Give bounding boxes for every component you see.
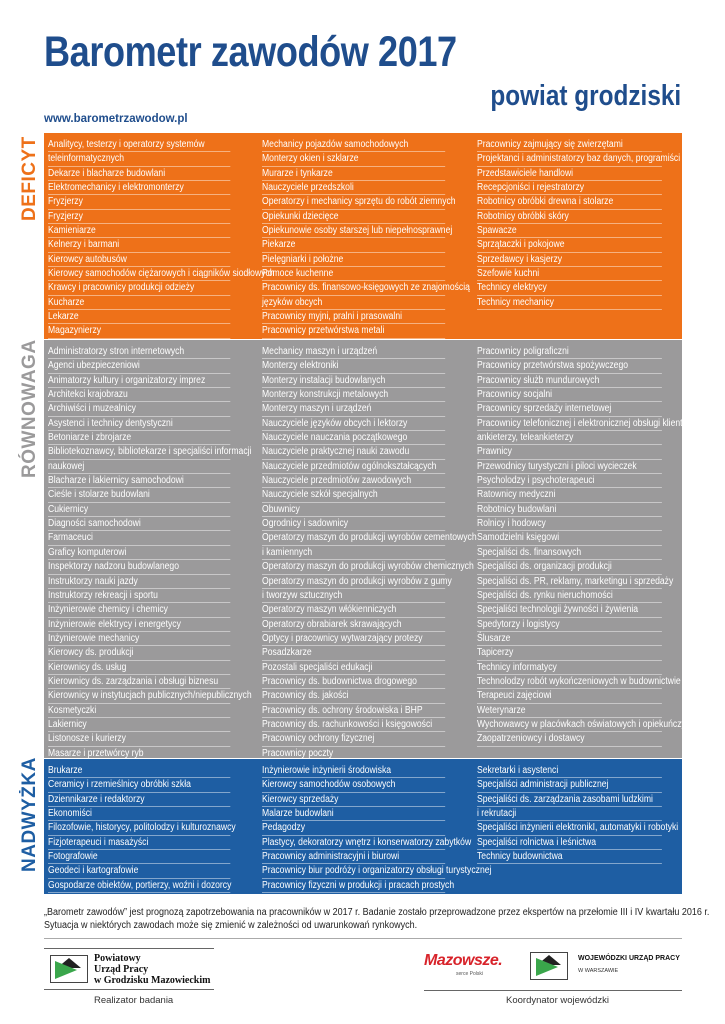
nadwyzka-column-1 (48, 764, 260, 894)
occupation-item: Architekci krajobrazu (48, 388, 230, 402)
pup-logo (44, 948, 214, 990)
occupation-item: Pracownicy biur podróży i organizatorzy obsługi turystycznej (262, 864, 445, 878)
occupation-item: Lekarze (48, 310, 230, 324)
occupation-item: Cukiernicy (48, 503, 230, 517)
occupation-item: Weterynarze (477, 704, 662, 718)
occupation-item: Zaopatrzeniowcy i dostawcy (477, 732, 662, 746)
occupation-item: Monterzy maszyn i urządzeń (262, 402, 445, 416)
occupation-item: Fryzjerzy (48, 210, 230, 224)
occupation-item: Pracownicy socjalni (477, 388, 662, 402)
occupation-item: Psycholodzy i psychoterapeuci (477, 474, 662, 488)
occupation-item: Robotnicy obróbki skóry (477, 210, 662, 224)
occupation-item: Robotnicy budowlani (477, 503, 662, 517)
occupation-item: Nauczyciele nauczania początkowego (262, 431, 445, 445)
footnote (44, 906, 710, 932)
wup-name: WOJEWÓDZKI URZĄD PRACY (578, 955, 680, 962)
occupation-item: Pracownicy poligraficzni (477, 345, 662, 359)
occupation-item: Animatorzy kultury i organizatorzy imprez (48, 374, 230, 388)
occupation-item: Pedagodzy (262, 821, 445, 835)
occupation-item: Pracownicy przetwórstwa metali (262, 324, 445, 338)
occupation-item: Kierowcy samochodów ciężarowych i ciągników siodłowych (48, 267, 230, 281)
occupation-item: Prawnicy (477, 445, 662, 459)
occupation-item: Nauczyciele języków obcych i lektorzy (262, 417, 445, 431)
occupation-item: Opiekunki dziecięce (262, 210, 445, 224)
occupation-item: Magazynierzy (48, 324, 230, 338)
occupation-item: Administratorzy stron internetowych (48, 345, 230, 359)
occupation-item: Ratownicy medyczni (477, 488, 662, 502)
occupation-item: Specjaliści ds. finansowych (477, 546, 662, 560)
occupation-item: Nauczyciele przedszkoli (262, 181, 445, 195)
occupation-item: Przewodnicy turystyczni i piloci wycieczek (477, 460, 662, 474)
deficyt-column-1 (48, 138, 275, 339)
page-subtitle: powiat grodziski (490, 80, 681, 112)
pup-name-line-3: w Grodzisku Mazowieckim (94, 974, 211, 986)
occupation-item: Inżynierowie elektrycy i energetycy (48, 618, 230, 632)
section-label-rownowaga: RÓWNOWAGA (19, 339, 40, 479)
occupation-item: Technicy mechanicy (477, 296, 662, 310)
occupation-item: Plastycy, dekoratorzy wnętrz i konserwatorzy zabytków (262, 836, 445, 850)
occupation-item: Nauczyciele przedmiotów zawodowych (262, 474, 445, 488)
deficyt-panel (44, 133, 682, 339)
occupation-item: Dekarze i blacharze budowlani (48, 167, 230, 181)
occupation-item: Asystenci i technicy dentystyczni (48, 417, 230, 431)
occupation-item: Kierowcy ds. produkcji (48, 646, 230, 660)
occupation-item: Monterzy okien i szklarze (262, 152, 445, 166)
occupation-item: Specjaliści technologii żywności i żywienia (477, 603, 662, 617)
occupation-item: Recepcjoniści i rejestratorzy (477, 181, 662, 195)
wup-subname: W WARSZAWIE (578, 968, 619, 974)
occupation-item: Specjaliści ds. rynku nieruchomości (477, 589, 662, 603)
occupation-item: Rolnicy i hodowcy (477, 517, 662, 531)
occupation-item: Technicy informatycy (477, 661, 662, 675)
occupation-item: Pracownicy sprzedaży internetowej (477, 402, 662, 416)
occupation-item: Specjaliści administracji publicznej (477, 778, 662, 792)
occupation-item: Inżynierowie mechanicy (48, 632, 230, 646)
occupation-item: Pomoce kuchenne (262, 267, 445, 281)
occupation-item: Filozofowie, historycy, politolodzy i kulturoznawcy (48, 821, 230, 835)
occupation-item: Kierowcy autobusów (48, 253, 230, 267)
occupation-item: Kamieniarze (48, 224, 230, 238)
website-link[interactable]: www.barometrzawodow.pl (44, 113, 188, 125)
occupation-item: Pracownicy fizyczni w produkcji i pracach prostych (262, 879, 445, 893)
occupation-item: Fryzjerzy (48, 195, 230, 209)
section-nadwyzka (14, 759, 682, 894)
occupation-item: Geodeci i kartografowie (48, 864, 230, 878)
occupation-item: Nauczyciele praktycznej nauki zawodu (262, 445, 445, 459)
occupation-item: Agenci ubezpieczeniowi (48, 359, 230, 373)
occupation-item: Fizjoterapeuci i masażyści (48, 836, 230, 850)
occupation-item: Listonosze i kurierzy (48, 732, 230, 746)
occupation-item: Opiekunowie osoby starszej lub niepełnosprawnej (262, 224, 445, 238)
occupation-item: Ekonomiści (48, 807, 230, 821)
occupation-item: Gospodarze obiektów, portierzy, woźni i dozorcy (48, 879, 230, 893)
occupation-item: Bibliotekoznawcy, bibliotekarze i specjaliści informacji (48, 445, 230, 459)
nadwyzka-column-3 (477, 764, 692, 894)
nadwyzka-panel (44, 759, 682, 894)
occupation-item: Kierowcy samochodów osobowych (262, 778, 445, 792)
occupation-item: Mechanicy pojazdów samochodowych (262, 138, 445, 152)
rownowaga-column-1 (48, 345, 260, 758)
occupation-item: Monterzy instalacji budowlanych (262, 374, 445, 388)
occupation-item: Pracownicy służb mundurowych (477, 374, 662, 388)
occupation-item: Instruktorzy nauki jazdy (48, 575, 230, 589)
occupation-item: Malarze budowlani (262, 807, 445, 821)
occupation-item: Pracownicy ds. rachunkowości i księgowości (262, 718, 445, 732)
occupation-item: Technolodzy robót wykończeniowych w budownictwie (477, 675, 662, 689)
occupation-item: i kamiennych (262, 546, 445, 560)
occupation-item: Graficy komputerowi (48, 546, 230, 560)
occupation-item: Terapeuci zajęciowi (477, 689, 662, 703)
occupation-item: Inżynierowie inżynierii środowiska (262, 764, 445, 778)
occupation-item: Specjaliści ds. organizacji produkcji (477, 560, 662, 574)
occupation-item: Kierowcy sprzedaży (262, 793, 445, 807)
wup-emblem-icon (530, 952, 568, 980)
coordinator-rule (424, 990, 682, 991)
occupation-item: Kierownicy ds. usług (48, 661, 230, 675)
occupation-item: Operatorzy maszyn włókienniczych (262, 603, 445, 617)
occupation-item: Kelnerzy i barmani (48, 238, 230, 252)
occupation-item: Pracownicy przetwórstwa spożywczego (477, 359, 662, 373)
occupation-item: Kierownicy ds. zarządzania i obsługi biznesu (48, 675, 230, 689)
occupation-item: Masarze i przetwórcy ryb (48, 747, 230, 761)
occupation-item: Sprzedawcy i kasjerzy (477, 253, 662, 267)
occupation-item: Pracownicy telefonicznej i elektronicznej obsługi klienta, (477, 417, 662, 431)
occupation-item: Mechanicy maszyn i urządzeń (262, 345, 445, 359)
occupation-item: Analitycy, testerzy i operatorzy systemów (48, 138, 230, 152)
occupation-item: Technicy budownictwa (477, 850, 662, 864)
occupation-item: Projektanci i administratorzy baz danych, programiści (477, 152, 662, 166)
occupation-item: naukowej (48, 460, 230, 474)
occupation-item: Spedytorzy i logistycy (477, 618, 662, 632)
occupation-item: Lakiernicy (48, 718, 230, 732)
section-label-nadwyzka: NADWYŻKA (19, 757, 40, 873)
mazowsze-tagline: serce Polski (456, 971, 483, 977)
occupation-item: Szefowie kuchni (477, 267, 662, 281)
occupation-item: Fotografowie (48, 850, 230, 864)
occupation-item: Operatorzy maszyn do produkcji wyrobów chemicznych (262, 560, 445, 574)
realizator-caption: Realizator badania (94, 995, 174, 1006)
section-label-deficyt: DEFICYT (19, 136, 40, 222)
occupation-item: Pracownicy administracyjni i biurowi (262, 850, 445, 864)
occupation-item: Ceramicy i rzemieślnicy obróbki szkła (48, 778, 230, 792)
occupation-item: Robotnicy obróbki drewna i stolarze (477, 195, 662, 209)
occupation-item: i rekrutacji (477, 807, 662, 821)
occupation-item: Specjaliści ds. PR, reklamy, marketingu i sprzedaży (477, 575, 662, 589)
occupation-item: Operatorzy i mechanicy sprzętu do robót ziemnych (262, 195, 445, 209)
occupation-item: Pracownicy ds. jakości (262, 689, 445, 703)
occupation-item: Instruktorzy rekreacji i sportu (48, 589, 230, 603)
occupation-item: teleinformatycznych (48, 152, 230, 166)
occupation-item: i tworzyw sztucznych (262, 589, 445, 603)
occupation-item: Ślusarze (477, 632, 662, 646)
occupation-item: Inżynierowie chemicy i chemicy (48, 603, 230, 617)
occupation-item: Elektromechanicy i elektromonterzy (48, 181, 230, 195)
occupation-item: Pracownicy ds. budownictwa drogowego (262, 675, 445, 689)
occupation-item: Sprzątaczki i pokojowe (477, 238, 662, 252)
occupation-item: Specjaliści ds. zarządzania zasobami ludzkimi (477, 793, 662, 807)
occupation-item: Pracownicy zajmujący się zwierzętami (477, 138, 662, 152)
occupation-item: Pozostali specjaliści edukacji (262, 661, 445, 675)
occupation-item: Sekretarki i asystenci (477, 764, 662, 778)
occupation-item: Pracownicy ochrony fizycznej (262, 732, 445, 746)
occupation-item: Ogrodnicy i sadownicy (262, 517, 445, 531)
coordinator-caption: Koordynator wojewódzki (506, 995, 609, 1006)
footer-divider (44, 938, 682, 939)
occupation-item: Farmaceuci (48, 531, 230, 545)
occupation-item: Posadzkarze (262, 646, 445, 660)
occupation-item: Spawacze (477, 224, 662, 238)
occupation-item: Tapicerzy (477, 646, 662, 660)
occupation-item: Nauczyciele przedmiotów ogólnokształcących (262, 460, 445, 474)
occupation-item: Technicy elektrycy (477, 281, 662, 295)
section-deficyt (14, 133, 682, 339)
occupation-item: Cieśle i stolarze budowlani (48, 488, 230, 502)
occupation-item: Operatorzy maszyn do produkcji wyrobów cementowych (262, 531, 445, 545)
occupation-item: Monterzy konstrukcji metalowych (262, 388, 445, 402)
occupation-item: Kucharze (48, 296, 230, 310)
occupation-item: Przedstawiciele handlowi (477, 167, 662, 181)
occupation-item: Specjaliści rolnictwa i leśnictwa (477, 836, 662, 850)
section-rownowaga (14, 339, 695, 759)
occupation-item: Wychowawcy w placówkach oświatowych i opiekuńczych (477, 718, 662, 732)
rownowaga-panel (44, 340, 695, 759)
occupation-item: Kierownicy w instytucjach publicznych/niepublicznych (48, 689, 230, 703)
occupation-item: Kosmetyczki (48, 704, 230, 718)
pup-name-line-2: Urząd Pracy (94, 963, 149, 975)
footnote-line-1: „Barometr zawodów” jest prognozą zapotrzebowania na pracowników w 2017 r. Badanie zostało przeprowadzone przez ekspertów na przełomie III i IV kwartału 2016 r. (44, 907, 710, 918)
occupation-item: Samodzielni księgowi (477, 531, 662, 545)
occupation-item: Inspektorzy nadzoru budowlanego (48, 560, 230, 574)
occupation-item: Krawcy i pracownicy produkcji odzieży (48, 281, 230, 295)
pup-name-line-1: Powiatowy (94, 952, 141, 964)
occupation-item: Diagności samochodowi (48, 517, 230, 531)
occupation-item: ankieterzy, teleankieterzy (477, 431, 662, 445)
occupation-item: Dziennikarze i redaktorzy (48, 793, 230, 807)
occupation-item: Pracownicy poczty (262, 747, 445, 761)
pup-name (94, 953, 210, 986)
occupation-item: Pracownicy ds. finansowo-księgowych ze znajomością (262, 281, 445, 295)
page-title: Barometr zawodów 2017 (44, 28, 457, 76)
deficyt-column-2 (262, 138, 475, 339)
occupation-item: języków obcych (262, 296, 445, 310)
footnote-line-2: Sytuacja w niektórych zawodach może się zmienić w zależności od uwarunkowań rynkowych. (44, 920, 418, 931)
occupation-item: Operatorzy maszyn do produkcji wyrobów z gumy (262, 575, 445, 589)
nadwyzka-column-2 (262, 764, 492, 894)
occupation-item: Piekarze (262, 238, 445, 252)
occupation-item: Brukarze (48, 764, 230, 778)
occupation-item: Nauczyciele szkół specjalnych (262, 488, 445, 502)
deficyt-column-3 (477, 138, 692, 339)
occupation-item: Pracownicy myjni, pralni i prasowalni (262, 310, 445, 324)
occupation-item: Specjaliści inżynierii elektronikI, automatyki i robotyki (477, 821, 662, 835)
mazowsze-logo: Mazowsze. (424, 952, 503, 969)
pup-emblem-icon (50, 955, 88, 983)
occupation-item: Pielęgniarki i położne (262, 253, 445, 267)
occupation-item: Betoniarze i zbrojarze (48, 431, 230, 445)
occupation-item: Operatorzy obrabiarek skrawających (262, 618, 445, 632)
occupation-item: Obuwnicy (262, 503, 445, 517)
rownowaga-column-3 (477, 345, 695, 758)
occupation-item: Optycy i pracownicy wytwarzający protezy (262, 632, 445, 646)
rownowaga-column-2 (262, 345, 475, 758)
occupation-item: Pracownicy ds. ochrony środowiska i BHP (262, 704, 445, 718)
occupation-item: Murarze i tynkarze (262, 167, 445, 181)
occupation-item: Archiwiści i muzealnicy (48, 402, 230, 416)
occupation-item: Monterzy elektroniki (262, 359, 445, 373)
occupation-item: Blacharze i lakiernicy samochodowi (48, 474, 230, 488)
